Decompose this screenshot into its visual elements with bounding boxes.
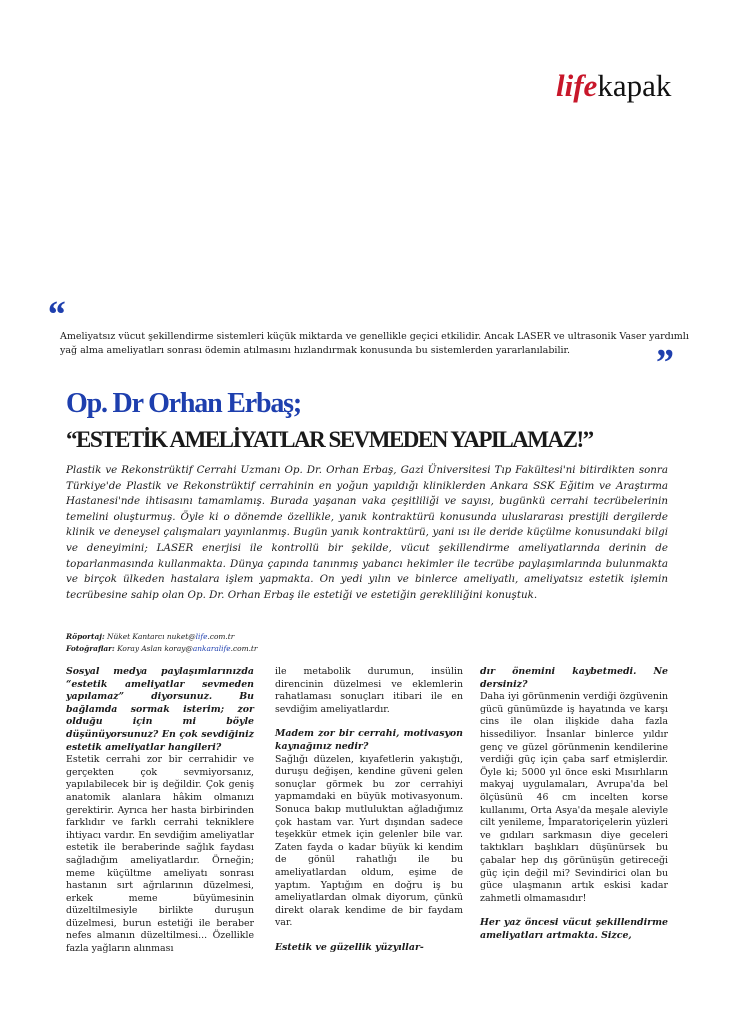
doctor-name: Op. Dr Orhan Erbaş; xyxy=(66,388,301,419)
photographer-email: koray@ankaralife.com.tr xyxy=(164,643,258,653)
question-3-start: Estetik ve güzellik yüzyıllar- xyxy=(275,941,424,953)
article-column-3 xyxy=(480,666,668,942)
close-quote-icon: ” xyxy=(654,342,673,384)
logo-life: life xyxy=(556,68,598,103)
answer-1-continued: ile metabolik durumun, insülin direncinin düzelmesi ve eklemlerin rahatlaması sonuçları itibari ile en sevdiğim ameliyatlardır. xyxy=(275,666,463,715)
question-1: Sosyal medya paylaşımlarınızda “estetik ameliyatlar sevmeden yapılamaz” diyorsunuz. Bu bağlamda sormak isterim; zor olduğu için mi böyle düşünüyorsunuz? En çok sevdiğiniz estetik ameliyatlar hangileri? xyxy=(66,666,254,753)
photo-credit xyxy=(66,643,257,655)
article-headline: “ESTETİK AMELİYATLAR SEVMEDEN YAPILAMAZ!” xyxy=(66,427,593,452)
credits xyxy=(66,631,257,654)
photographer-name: Koray Aslan xyxy=(117,643,163,653)
interview-label: Röportaj: xyxy=(66,632,105,641)
pull-quote: Ameliyatsız vücut şekillendirme sistemleri küçük miktarda ve genellikle geçici etkilidir. Ancak LASER ve ultrasonik Vaser yardımlı yağ alma ameliyatları sonrası ödemin atılmasını hızlandırmak konusunda bu sistemlerden yararlanılabilir. xyxy=(60,331,689,356)
open-quote-icon: “ xyxy=(46,294,65,336)
question-4-start: Her yaz öncesi vücut şekillendirme ameliyatları artmakta. Sizce, xyxy=(480,917,668,941)
article-column-2 xyxy=(275,666,463,954)
interviewer-email: nuket@life.com.tr xyxy=(166,632,235,641)
answer-1: Estetik cerrahi zor bir cerrahidir ve gerçekten çok sevmiyorsanız, yapılabilecek bir iş değildir. Çok geniş anatomik alanlara hâkim olmanızı gerektirir. Ayrıca her hasta birbirinden farklıdır ve farklı cerrahi tekniklere ihtiyacı vardır. En sevdiğim ameliyatlar estetik ile beraberinde sağlık faydası sağladığım ameliyatlardır. Örneğin; meme küçültme ameliyatı sonrası hastanın sırt ağrılarının düzelmesi, erkek meme büyümesinin düzeltilmesiyle birlikte duruşun düzelmesi, burun estetiği ile beraber nefes almanın düzeltilmesi... Özellikle fazla yağların alınması xyxy=(66,754,254,955)
interviewer-name: Nüket Kantarcı xyxy=(107,632,165,641)
answer-3: Daha iyi görünmenin verdiği özgüvenin gücü günümüzde iş hayatında ve karşı cins ile olan ilişkide daha fazla hissediliyor. İnsanlar binlerce yıldır genç ve güzel görünmenin kendilerine verdiği güç için çaba sarf etmişlerdir. Öyle ki; 5000 yıl önce eski Mısırlıların makyaj uygulamaları, Avrupa'da bel ölçüsünü 46 cm incelten korse kullanımı, Orta Asya'da meşale aleviyle cilt yenileme, İmparatoriçelerin yüzleri ve gıdıları sarkmasın diye geceleri taktıkları başlıkları düşünürsek bu çabalar hep dış görünüşün getireceği güç için değil mi? Sevindirici olan bu güce ulaşmanın artık eskisi kadar zahmetli olmamasıdır! xyxy=(480,691,668,904)
question-2: Madem zor bir cerrahi, motivasyon kaynağınız nedir? xyxy=(275,728,463,752)
article-column-1 xyxy=(66,666,254,956)
question-3-end: dır önemini kaybetmedi. Ne dersiniz? xyxy=(480,666,668,690)
article-intro: Plastik ve Rekonstrüktif Cerrahi Uzmanı Op. Dr. Orhan Erbaş, Gazi Üniversitesi Tıp Fakültesi'ni bitirdikten sonra Türkiye'de Plastik ve Rekonstrüktif cerrahinin en yoğun yapıldığı kliniklerden Ankara SSK Eğitim ve Araştırma Hastanesi'nde ihtisasını tamamlamış. Burada yaşanan vaka çeşitliliği ve sayısı, bugünkü cerrahi tecrübelerinin temelini oluşturmuş. Öyle ki o dönemde özellikle, yanık kontraktürü konusunda uluslararası prestijli dergilerde klinik ve deneysel çalışmaları yayınlanmış. Bugün yanık kontraktürü, yani ısı ile deride küçülme konusundaki bilgi ve deneyimini; LASER enerjisi ile kontrollü bir şekilde, vücut şekillendirme ameliyatlarında derinin de toparlanmasında kullanmakta. Dünya çapında tanınmış yabancı hekimler ile tecrübe paylaşımlarında bulunmakta ve birçok ülkeden hastalara işlem yapmakta. On yedi yılın ve binlerce ameliyatlı, ameliyatsız estetik işlemin tecrübesine sahip olan Op. Dr. Orhan Erbaş ile estetiği ve estetiğin gerekliliğini konuştuk. xyxy=(66,464,668,601)
answer-2: Sağlığı düzelen, kıyafetlerin yakıştığı, duruşu değişen, kendine güveni gelen sonuçlar görmek bu zor cerrahiyi yapmamdaki en büyük motivasyonum. Sonuca bakıp mutluluktan ağladığımız çok hastam var. Yurt dışından sadece teşekkür etmek için gelenler bile var. Zaten fayda o kadar büyük ki kendim de gönül rahatlığı ile bu ameliyatlardan oldum, eşime de yaptım. Yaptığım en doğru iş bu ameliyatlardan olmak diyorum, çünkü direkt olarak kendime de bir faydam var. xyxy=(275,753,463,929)
magazine-logo xyxy=(556,70,671,101)
interview-credit xyxy=(66,631,257,643)
logo-kapak: kapak xyxy=(597,68,672,103)
photo-label: Fotoğraflar: xyxy=(66,643,115,653)
